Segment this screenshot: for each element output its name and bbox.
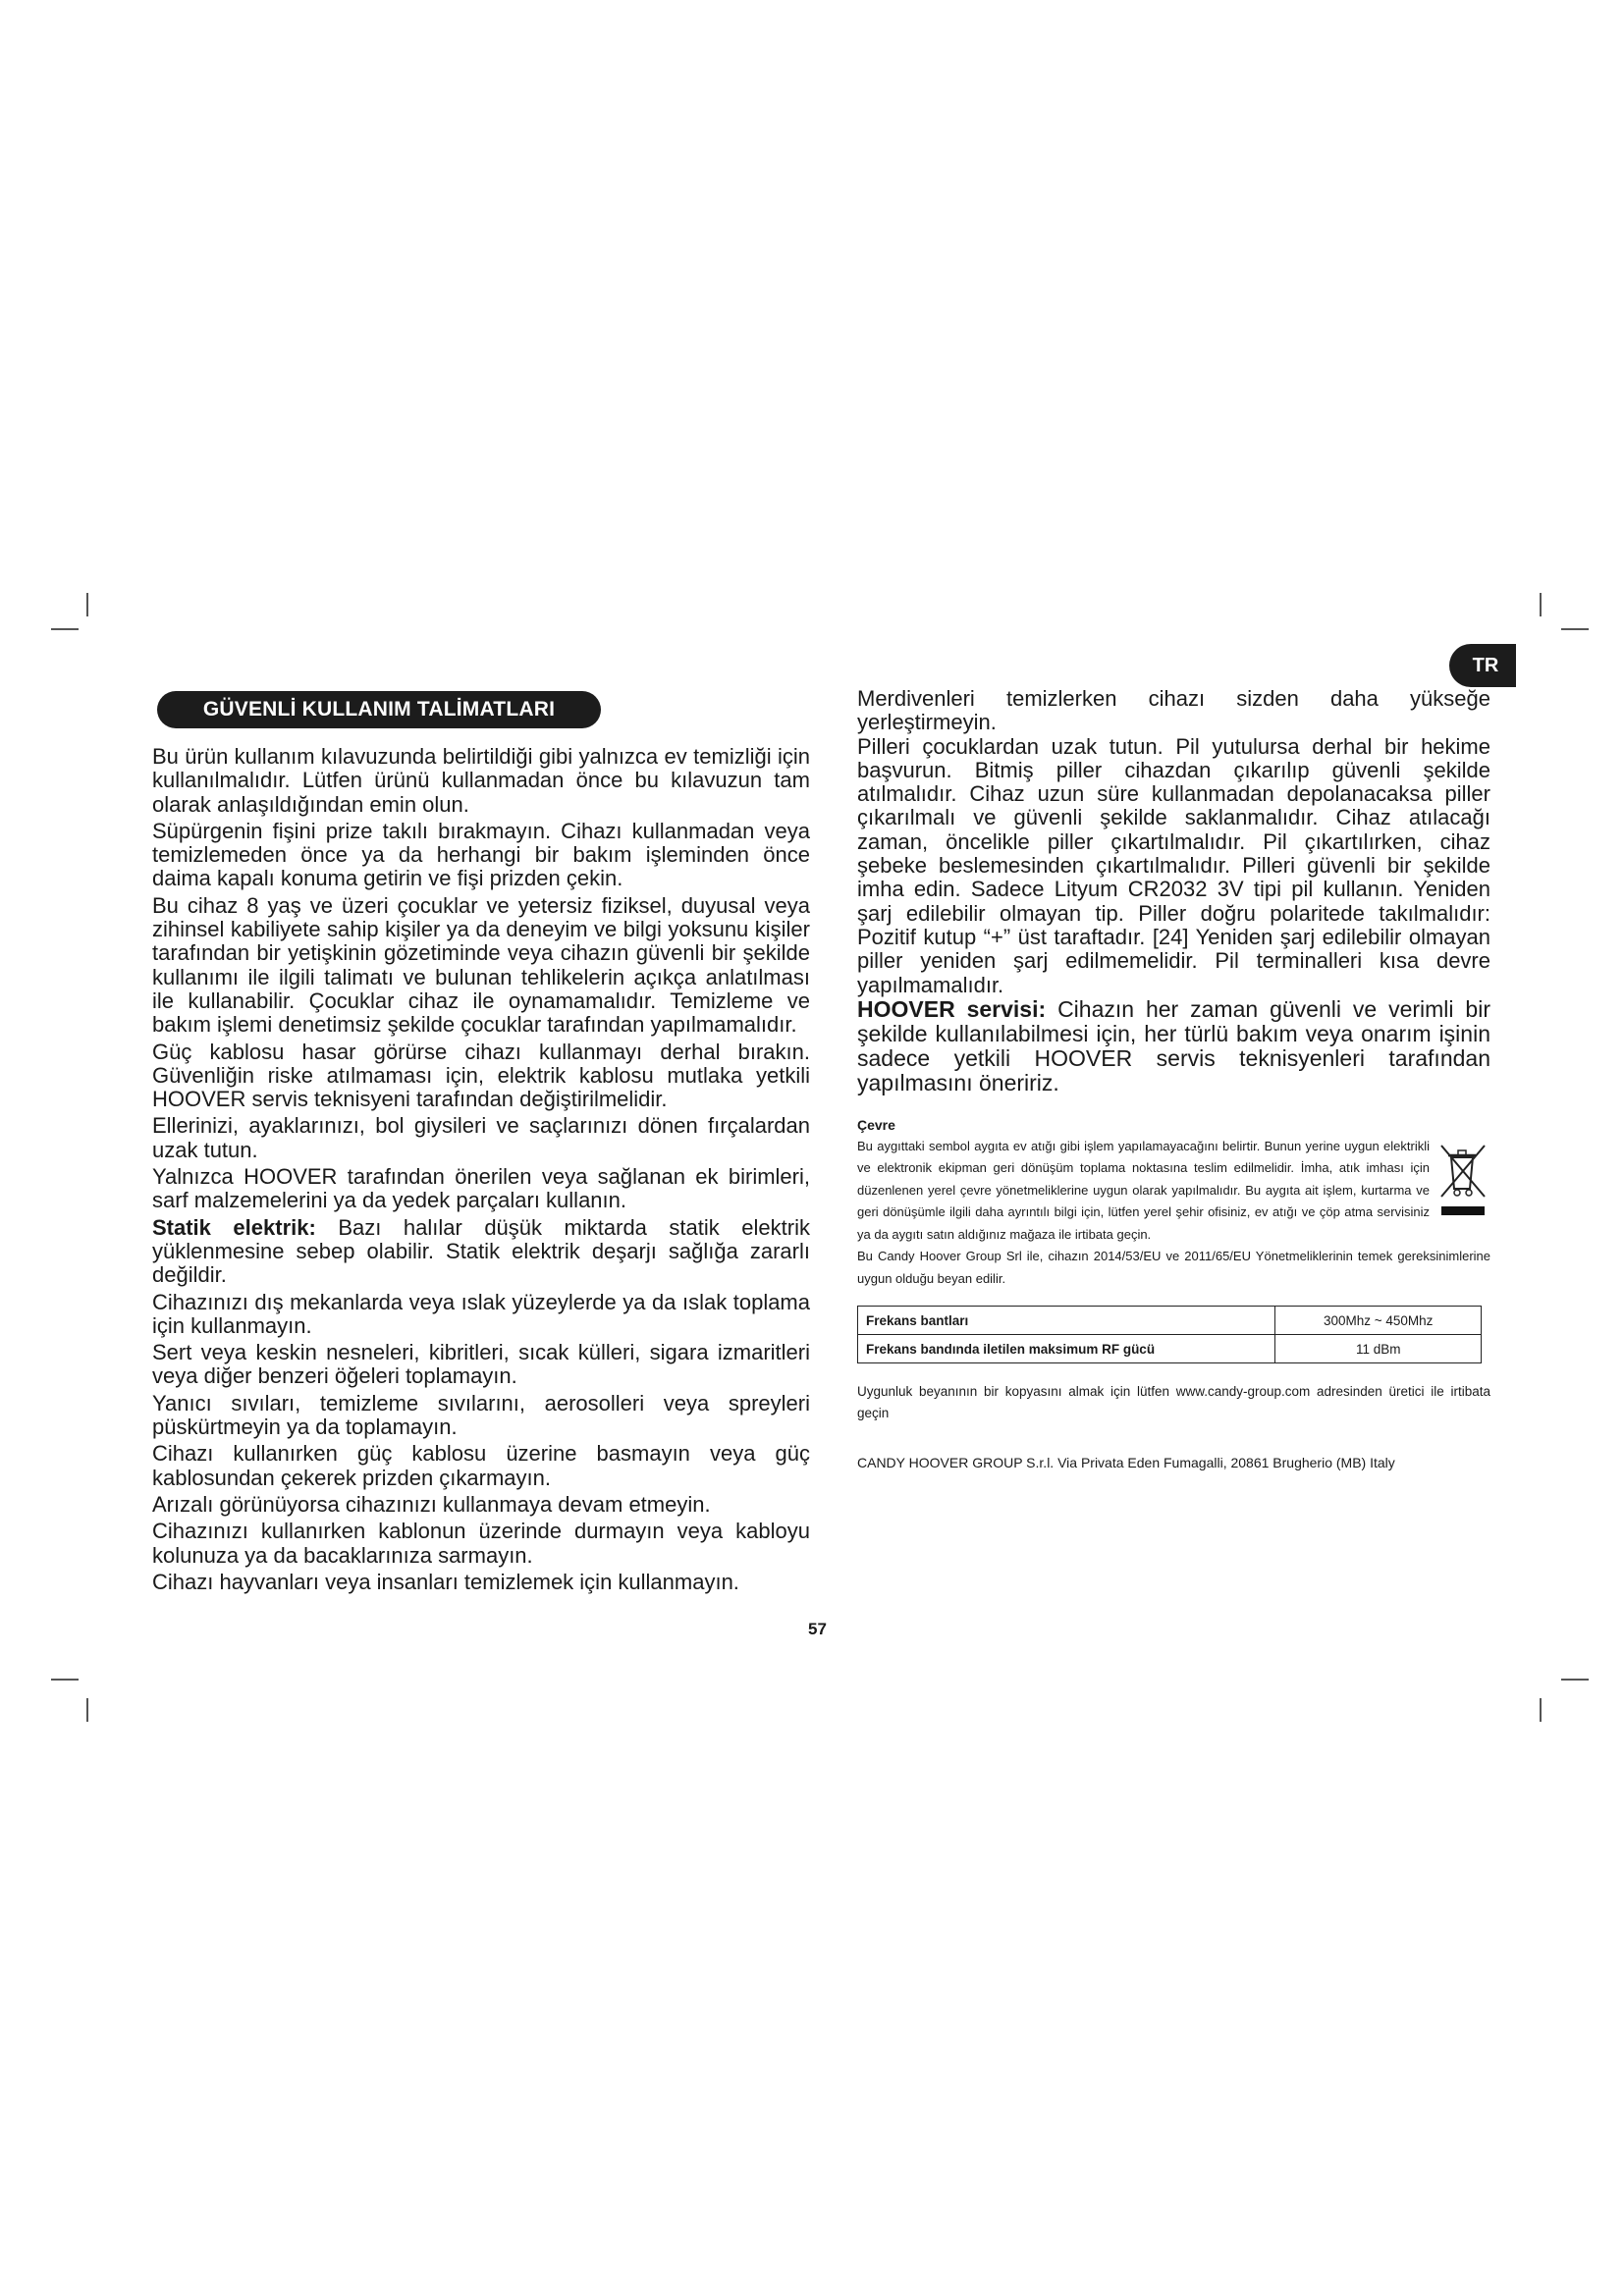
table-cell-value: 11 dBm — [1275, 1335, 1482, 1363]
crop-mark — [86, 1698, 88, 1722]
crop-mark — [1540, 593, 1542, 616]
paragraph: Süpürgenin fişini prize takılı bırakmayın. Cihazı kullanmadan veya temizlemeden önce ya da herhangi bir bakım işleminden önce daima kapalı konuma getirin ve fişi prizden çekin. — [152, 818, 810, 891]
paragraph: Yanıcı sıvıları, temizleme sıvılarını, aerosolleri veya spreyleri püskürtmeyin ya da toplamayın. — [152, 1390, 810, 1440]
page-number: 57 — [808, 1620, 827, 1638]
crop-mark — [1561, 628, 1589, 630]
static-electricity-paragraph — [152, 1216, 810, 1288]
paragraph: Bu cihaz 8 yaş ve üzeri çocuklar ve yetersiz fiziksel, duyusal veya zihinsel kabiliyete sahip kişiler ya da deneyim ve bilgi yoksunu kişiler tarafından bir yetişkinin gözetiminde veya cihazın güvenli bir şekilde kullanımı ile ilgili talimatı ve bulunan tehlikelerin açıkça anlatılması ile kullanabilir. Çocuklar cihaz ile oynamamalıdır. Temizleme ve bakım işlemi denetimsiz şekilde çocuklar tarafından yapılmamalıdır. — [152, 892, 810, 1038]
table-cell-label: Frekans bandında iletilen maksimum RF gücü — [858, 1335, 1275, 1363]
table-cell-label: Frekans bantları — [858, 1307, 1275, 1335]
environment-title: Çevre — [857, 1116, 895, 1133]
paragraph: Pilleri çocuklardan uzak tutun. Pil yutulursa derhal bir hekime başvurun. Bitmiş piller cihazdan çıkarılıp güvenli şekilde atılmalıdır. Cihaz uzun süre kullanmadan depolanacaksa piller çıkarılmalı ve güvenli şekilde saklanmalıdır. Cihaz atılacağı zaman, öncelikle piller çıkartılmalıdır. Pil çıkartılırken, cihaz şebeke beslemesinden çıkartılmalıdır. Pilleri güvenli bir şekilde imha edin. Sadece Lityum CR2032 3V tipi pil kullanın. Yeniden şarj edilebilir olmayan tip. Piller doğru polaritede takılmalıdır: Pozitif kutup “+” üst taraftadır. [24] Yeniden şarj edilebilir olmayan piller yeniden şarj edilmemelidir. Pil terminalleri kısa devre yapılmamalıdır. — [857, 733, 1490, 997]
hoover-service-label: HOOVER servisi: — [857, 995, 1047, 1022]
right-column — [857, 687, 1490, 1473]
conformity-note: Uygunluk beyanının bir kopyasını almak için lütfen www.candy-group.com adresinden üretici ile irtibata geçin — [857, 1384, 1490, 1421]
hoover-service-text: Cihazın her zaman güvenli ve verimli bir şekilde kullanılabilmesi için, her türlü bakım veya onarım işinin sadece yetkili HOOVER servis teknisyenleri tarafından yapılmasını öneririz. — [857, 995, 1490, 1095]
company-address: CANDY HOOVER GROUP S.r.l. Via Privata Eden Fumagalli, 20861 Brugherio (MB) Italy — [857, 1455, 1395, 1471]
paragraph: Arızalı görünüyorsa cihazınızı kullanmaya devam etmeyin. — [152, 1491, 711, 1517]
environment-section — [857, 1117, 1490, 1291]
table-row — [858, 1307, 1482, 1335]
paragraph: Güç kablosu hasar görürse cihazı kullanmayı derhal bırakın. Güvenliğin riske atılmaması için, elektrik kablosu mutlaka yetkili HOOVER servis teknisyeni tarafından değiştirilmelidir. — [152, 1039, 810, 1112]
paragraph: Sert veya keskin nesneleri, kibritleri, sıcak külleri, sigara izmaritleri veya diğer benzeri öğeleri toplamayın. — [152, 1340, 810, 1389]
left-column — [152, 745, 810, 1597]
paragraph: Bu ürün kullanım kılavuzunda belirtildiği gibi yalnızca ev temizliği için kullanılmalıdır. Lütfen ürünü kullanmadan önce bu kılavuzun tam olarak anlaşıldığından emin olun. — [152, 744, 810, 817]
crop-mark — [1561, 1679, 1589, 1681]
hoover-service-paragraph — [857, 997, 1490, 1095]
paragraph: Cihazı hayvanları veya insanları temizlemek için kullanmayın. — [152, 1569, 739, 1594]
section-title: GÜVENLİ KULLANIM TALİMATLARI — [157, 691, 601, 728]
paragraph: Yalnızca HOOVER tarafından önerilen veya sağlanan ek birimleri, sarf malzemelerini ya da yedek parçaları kullanın. — [152, 1164, 810, 1213]
crop-mark — [51, 1679, 79, 1681]
paragraph: Merdivenleri temizlerken cihazı sizden daha yükseğe yerleştirmeyin. — [857, 686, 1490, 735]
paragraph: Cihazı kullanırken güç kablosu üzerine basmayın veya güç kablosundan çekerek prizden çıkarmayın. — [152, 1441, 810, 1490]
declaration-text: Bu Candy Hoover Group Srl ile, cihazın 2014/53/EU ve 2011/65/EU Yönetmeliklerinin temek gereksinimlerine uygun olduğu beyan edilir. — [857, 1249, 1490, 1286]
table-row — [858, 1335, 1482, 1363]
weee-crossed-bin-icon — [1434, 1136, 1490, 1224]
paragraph: Cihazınızı kullanırken kablonun üzerinde durmayın veya kabloyu kolunuza ya da bacaklarınıza sarmayın. — [152, 1519, 810, 1568]
crop-mark — [86, 593, 88, 616]
rf-specs-table — [857, 1306, 1482, 1363]
static-label: Statik elektrik: — [152, 1214, 316, 1240]
table-cell-value: 300Mhz ~ 450Mhz — [1275, 1307, 1482, 1335]
paragraph: Ellerinizi, ayaklarınızı, bol giysileri ve saçlarınızı dönen fırçalardan uzak tutun. — [152, 1113, 810, 1162]
paragraph: Cihazınızı dış mekanlarda veya ıslak yüzeylerde ya da ıslak toplama için kullanmayın. — [152, 1289, 810, 1338]
static-text: Bazı halılar düşük miktarda statik elektrik yüklenmesine sebep olabilir. Statik elektrik deşarjı sağlığa zararlı değildir. — [152, 1214, 810, 1288]
environment-text: Bu aygıttaki sembol aygıta ev atığı gibi işlem yapılamayacağını belirtir. Bunun yerine uygun elektrikli ve elektronik ekipman geri dönüşüm toplama noktasına teslim edilmelidir. İmha, atık imhası için düzenlenen yerel çevre yönetmeliklerine uygun olarak yapılmalıdır. Bu aygıta ait işlem, kurtarma ve geri dönüşümle ilgili daha ayrıntılı bilgi için, lütfen yerel şehir ofisiniz, ev atığı ve çöp atma servisiniz ya da aygıtı satın aldığınız mağaza ile irtibata geçin. — [857, 1138, 1430, 1242]
crop-mark — [51, 628, 79, 630]
language-tab: TR — [1449, 644, 1516, 687]
crop-mark — [1540, 1698, 1542, 1722]
